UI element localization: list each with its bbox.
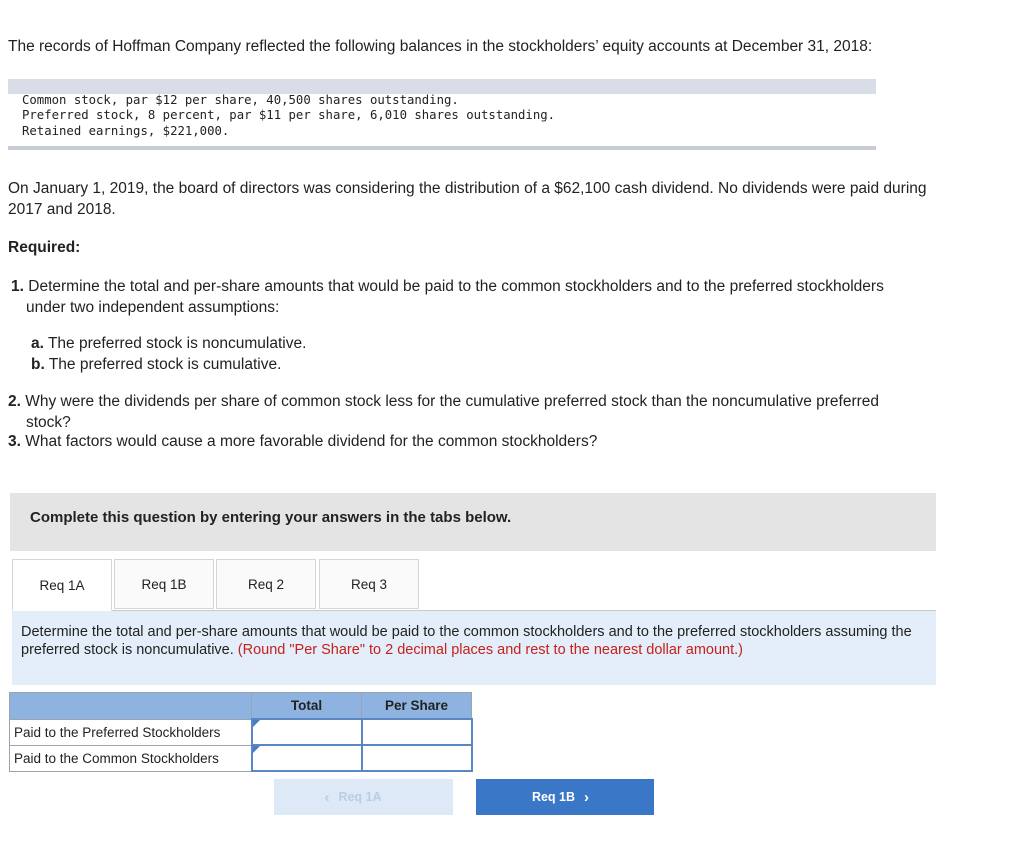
complete-banner-text: Complete this question by entering your answers in the tabs below. [30, 509, 512, 526]
rounding-note: (Round "Per Share" to 2 decimal places and rest to the nearest dollar amount.) [237, 642, 743, 658]
chevron-right-icon: › [584, 788, 590, 806]
answer-table [9, 692, 473, 772]
answer-table-header [10, 693, 472, 720]
question-1 [11, 276, 884, 318]
balances-top-bar [8, 79, 876, 94]
header-per-share: Per Share [362, 693, 472, 720]
common-per-share-input-cell[interactable] [362, 745, 472, 771]
q2-text-line1: Why were the dividends per share of common stock less for the cumulative preferred stock than the noncumulative preferred [25, 393, 880, 410]
next-button[interactable] [476, 779, 654, 815]
balances-lines [22, 93, 555, 139]
instruction-text: Determine the total and per-share amounts that would be paid to the common stockholders and to the preferred stockholders assuming the preferred stock is noncumulative. [21, 624, 912, 658]
table-row [10, 745, 472, 771]
assumption-b-label: b. [31, 356, 45, 373]
required-heading: Required: [8, 239, 81, 256]
preferred-total-input-cell[interactable] [252, 719, 362, 745]
q2-number: 2. [8, 393, 21, 410]
question-3 [8, 431, 597, 452]
assumption-b-text: The preferred stock is cumulative. [48, 356, 282, 373]
input-marker-icon [253, 720, 260, 727]
dividend-paragraph [8, 178, 927, 220]
assumption-a-text: The preferred stock is noncumulative. [47, 335, 307, 352]
balance-common-stock: Common stock, par $12 per share, 40,500 shares outstanding. [22, 93, 459, 107]
common-total-input[interactable] [253, 746, 361, 770]
intro-text: The records of Hoffman Company reflected the following balances in the stockholders’ equity accounts at December 31, 2018: [8, 38, 873, 55]
chevron-left-icon: ‹ [324, 788, 330, 806]
question-2 [8, 391, 879, 433]
balances-box [8, 79, 876, 150]
preferred-per-share-input[interactable] [363, 720, 471, 744]
dividend-line-1: On January 1, 2019, the board of directors was considering the distribution of a $62,100 cash dividend. No dividends were paid during [8, 180, 927, 197]
prev-button[interactable] [274, 779, 453, 815]
balance-retained-earnings: Retained earnings, $221,000. [22, 123, 230, 138]
prev-button-label: Req 1A [338, 790, 382, 804]
preferred-total-input[interactable] [253, 720, 361, 744]
q3-text: What factors would cause a more favorable dividend for the common stockholders? [25, 433, 598, 450]
common-per-share-input[interactable] [363, 746, 471, 770]
balances-bottom-bar [8, 146, 876, 150]
preferred-per-share-input-cell[interactable] [362, 719, 472, 745]
balance-preferred-stock: Preferred stock, 8 percent, par $11 per share, 6,010 shares outstanding. [22, 108, 556, 123]
assumption-a-label: a. [31, 335, 44, 352]
dividend-line-2: 2017 and 2018. [8, 201, 116, 218]
row-label-common: Paid to the Common Stockholders [10, 745, 252, 771]
q1-text-line1: Determine the total and per-share amounts that would be paid to the common stockholders and to the preferred stockholders [28, 278, 884, 295]
next-button-label: Req 1B [531, 790, 576, 804]
input-marker-icon [253, 746, 260, 753]
tab-req-3[interactable]: Req 3 [319, 559, 419, 609]
complete-banner [10, 493, 936, 551]
tab-req-1a[interactable]: Req 1A [12, 559, 112, 611]
q1-text-line2: under two independent assumptions: [26, 299, 280, 316]
q2-text-line2: stock? [26, 414, 71, 431]
assumption-list [31, 333, 306, 375]
row-label-preferred: Paid to the Preferred Stockholders [10, 719, 252, 745]
header-blank [10, 693, 252, 720]
header-total: Total [252, 693, 362, 720]
instruction-panel [12, 611, 936, 685]
q3-number: 3. [8, 433, 21, 450]
common-total-input-cell[interactable] [252, 745, 362, 771]
tab-req-2[interactable]: Req 2 [216, 559, 316, 609]
tab-req-1b[interactable]: Req 1B [114, 559, 214, 609]
table-row [10, 719, 472, 745]
q1-number: 1. [11, 278, 24, 295]
